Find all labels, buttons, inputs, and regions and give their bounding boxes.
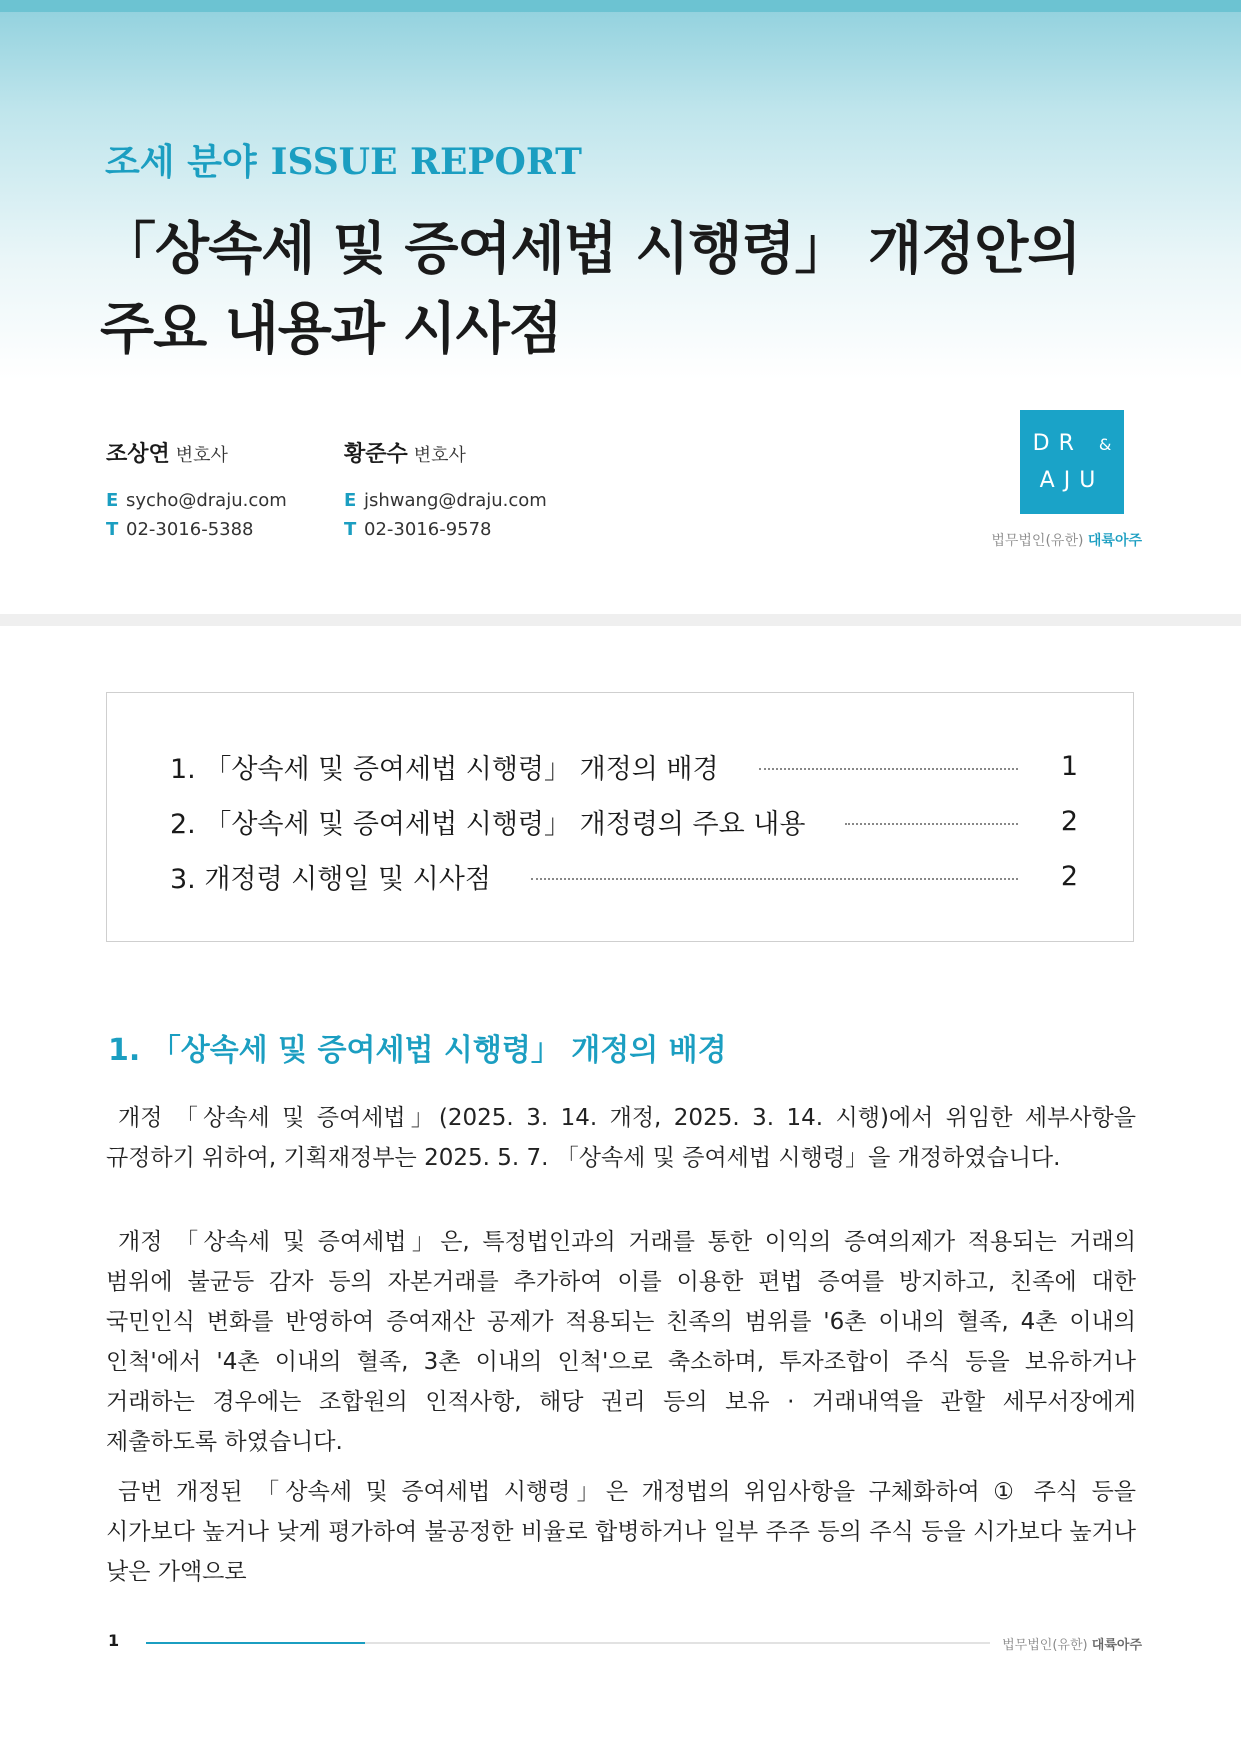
footer-progress-bar — [146, 1642, 365, 1644]
page-number: 1 — [108, 1631, 120, 1650]
author-card-2 — [344, 437, 547, 544]
author-phone: 02-3016-5388 — [126, 519, 254, 540]
firm-logo — [1020, 410, 1124, 514]
report-series-label — [105, 134, 582, 185]
toc-item-label: 3. 개정령 시행일 및 시사점 — [170, 864, 491, 895]
author-email-link[interactable]: sycho@draju.com — [126, 490, 287, 511]
email-label: E — [106, 490, 119, 511]
toc-leader-dots — [531, 878, 1018, 880]
firm-name-header — [991, 530, 1142, 550]
section-heading: 1. 「상속세 및 증여세법 시행령」 개정의 배경 — [108, 1033, 727, 1068]
firm-name: 대륙아주 — [1091, 1638, 1142, 1653]
toc-leader-dots — [759, 768, 1018, 770]
toc-item-label: 1. 「상속세 및 증여세법 시행령」 개정의 배경 — [170, 754, 719, 785]
toc-item-page: 1 — [1060, 751, 1078, 782]
series-english: ISSUE REPORT — [270, 141, 582, 183]
email-label: E — [344, 490, 357, 511]
footer-rule — [146, 1642, 990, 1644]
firm-name: 대륙아주 — [1087, 533, 1142, 549]
author-email-link[interactable]: jshwang@draju.com — [364, 490, 547, 511]
title-line-1: 「상속세 및 증여세법 시행령」 개정안의 — [100, 217, 1081, 282]
toc-item-3[interactable] — [170, 857, 1078, 896]
author-contact — [344, 486, 547, 544]
firm-prefix: 법무법인(유한) — [1002, 1638, 1088, 1653]
body-paragraph-3: 금번 개정된 「상속세 및 증여세법 시행령」은 개정법의 위임사항을 구체화하여 ① 주식 등을 시가보다 높거나 낮게 평가하여 불공정한 비율로 합병하거나 일부 주주 등의 주식 등을 시가보다 높거나 낮은 가액으로 — [106, 1479, 1136, 1585]
author-role: 변호사 — [175, 445, 228, 466]
tel-label: T — [106, 519, 119, 540]
author-card-1 — [106, 437, 287, 544]
body-paragraph-2: 개정 「상속세 및 증여세법」은, 특정법인과의 거래를 통한 이익의 증여의제가 적용되는 거래의 범위에 불균등 감자 등의 자본거래를 추가하여 이를 이용한 편법 증여를 방지하고, 친족에 대한 국민인식 변화를 반영하여 증여재산 공제가 적용되는 친족의 범위를 '6촌 이내의 혈족, 4촌 이내의 인척'에서 '4촌 이내의 혈족, 3촌 이내의 인척'으로 축소하며, 투자조합이 주식 등을 보유하거나 거래하는 경우에는 조합원의 인적사항, 해당 권리 등의 보유 · 거래내역을 관할 세무서장에게 제출하도록 하였습니다. — [106, 1229, 1136, 1455]
section-divider — [0, 614, 1241, 626]
author-role: 변호사 — [413, 445, 466, 466]
toc-item-2[interactable] — [170, 802, 1078, 841]
firm-prefix: 법무법인(유한) — [991, 533, 1084, 549]
logo-line-1: DR — [1032, 431, 1083, 456]
toc-item-page: 2 — [1060, 861, 1078, 892]
toc-item-page: 2 — [1060, 806, 1078, 837]
firm-name-footer — [1002, 1634, 1142, 1653]
series-korean: 조세 분야 — [105, 142, 257, 183]
page-title — [100, 210, 1080, 370]
author-name: 황준수 — [344, 442, 408, 467]
body-paragraph-1: 개정 「상속세 및 증여세법」(2025. 3. 14. 개정, 2025. 3. 14. 시행)에서 위임한 세부사항을 규정하기 위하여, 기획재정부는 2025. 5. 7. 「상속세 및 증여세법 시행령」을 개정하였습니다. — [106, 1105, 1136, 1171]
toc-item-label: 2. 「상속세 및 증여세법 시행령」 개정령의 주요 내용 — [170, 809, 806, 840]
top-accent-bar — [0, 0, 1241, 12]
table-of-contents — [106, 692, 1134, 942]
logo-line-2: AJU — [1039, 468, 1105, 493]
logo-ampersand: & — [1098, 435, 1112, 454]
title-line-2: 주요 내용과 시사점 — [100, 297, 562, 362]
tel-label: T — [344, 519, 357, 540]
author-contact — [106, 486, 287, 544]
author-name: 조상연 — [106, 442, 170, 467]
author-phone: 02-3016-9578 — [364, 519, 492, 540]
toc-item-1[interactable] — [170, 747, 1078, 786]
toc-leader-dots — [845, 823, 1018, 825]
